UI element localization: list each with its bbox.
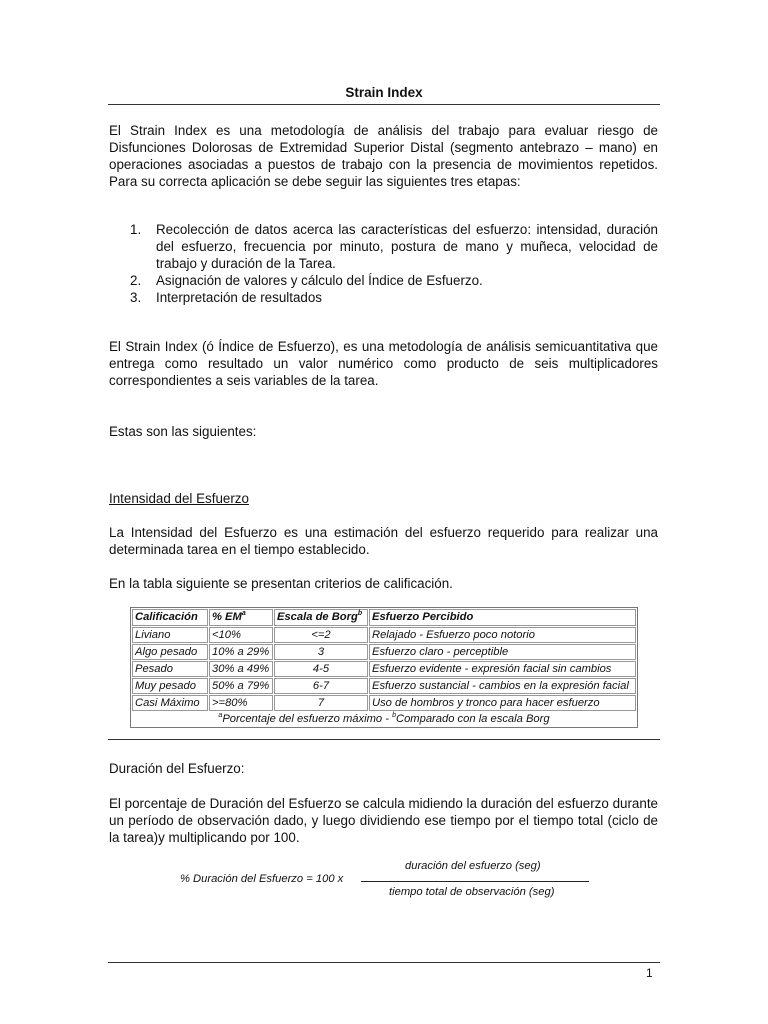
list-text: Recolección de datos acerca las características del esfuerzo: intensidad, duración del esfuerzo, frecuencia por minuto, postura de mano y muñeca, velocidad de trabajo y duración de la Tarea. (156, 222, 658, 271)
table-cell: Esfuerzo sustancial - cambios en la expresión facial (369, 678, 636, 694)
section-heading-intensity: Intensidad del Esfuerzo (109, 491, 249, 506)
table-cell: 30% a 49% (209, 661, 273, 677)
formula-denominator: tiempo total de observación (seg) (389, 886, 555, 898)
table-cell: >=80% (209, 695, 273, 711)
column-header: Calificación (132, 609, 208, 626)
column-header: Escala de Borg$^b$ (274, 609, 368, 626)
table-row (132, 661, 636, 677)
table-cell: Algo pesado (132, 644, 208, 660)
table-cell: 4-5 (274, 661, 368, 677)
table-footnote: $^a$Porcentaje del esfuerzo máximo - $^b$Comparado con la escala Borg (218, 712, 550, 725)
table-cell: Muy pesado (132, 678, 208, 694)
table-cell: Liviano (132, 627, 208, 643)
table-cell: 7 (274, 695, 368, 711)
table-row (132, 627, 636, 643)
table-cell: Casi Máximo (132, 695, 208, 711)
table-row (132, 644, 636, 660)
list-item (130, 290, 658, 307)
list-text: Asignación de valores y cálculo del Índice de Esfuerzo. (156, 272, 483, 288)
criteria-table (130, 607, 638, 728)
table-header-row (132, 609, 636, 626)
list-number: 3. (130, 289, 142, 305)
footer-divider (108, 962, 660, 963)
list-number: 2. (130, 272, 142, 288)
strain-index-description: El Strain Index (ó Índice de Esfuerzo), es una metodología de análisis semicuantitativa que entrega como resultado un valor numérico como producto de seis multiplicadores correspondientes a seis variables de la tarea. (109, 339, 658, 388)
table-cell: 10% a 29% (209, 644, 273, 660)
steps-list (130, 222, 658, 307)
list-item (130, 222, 658, 273)
table-row (132, 695, 636, 711)
formula-fraction-bar (361, 881, 589, 882)
page-title: Strain Index (345, 85, 423, 100)
formula-numerator: duración del esfuerzo (seg) (405, 860, 541, 872)
page-number: 1 (646, 966, 653, 980)
table-row (132, 678, 636, 694)
table-cell: Pesado (132, 661, 208, 677)
title-divider (108, 104, 660, 105)
table-cell: <=2 (274, 627, 368, 643)
duration-paragraph: El porcentaje de Duración del Esfuerzo se calcula midiendo la duración del esfuerzo durante un período de observación dado, y luego dividiendo ese tiempo por el tiempo total (ciclo de la tarea)y multiplicando por 100. (109, 796, 658, 845)
table-footnote-row (132, 712, 636, 726)
formula-lhs: % Duración del Esfuerzo = 100 x (180, 873, 344, 885)
intro-paragraph: El Strain Index es una metodología de análisis del trabajo para evaluar riesgo de Disfunciones Dolorosas de Extremidad Superior Distal (segmento antebrazo – mano) en operaciones asociadas a puestos de trabajo con la presencia de movimientos repetidos. Para su correcta aplicación se debe seguir las siguientes tres etapas: (109, 123, 658, 189)
list-number: 1. (130, 222, 142, 237)
table-cell: Uso de hombros y tronco para hacer esfuerzo (369, 695, 636, 711)
column-header: % $EM^a$ (209, 609, 273, 626)
column-header: Esfuerzo Percibido (369, 609, 636, 626)
list-text: Interpretación de resultados (156, 289, 322, 305)
section-heading-duration: Duración del Esfuerzo: (109, 761, 245, 776)
table-divider (108, 739, 660, 740)
table-cell: <10% (209, 627, 273, 643)
table-cell: Esfuerzo evidente - expresión facial sin cambios (369, 661, 636, 677)
table-intro: En la tabla siguiente se presentan criterios de calificación. (109, 576, 453, 591)
intensity-paragraph: La Intensidad del Esfuerzo es una estimación del esfuerzo requerido para realizar una determinada tarea en el tiempo establecido. (109, 525, 658, 557)
table-cell: Relajado - Esfuerzo poco notorio (369, 627, 636, 643)
table-cell: 6-7 (274, 678, 368, 694)
table-cell: 50% a 79% (209, 678, 273, 694)
table-cell: 3 (274, 644, 368, 660)
table-cell: Esfuerzo claro - perceptible (369, 644, 636, 660)
variables-intro: Estas son las siguientes: (109, 424, 257, 439)
list-item (130, 273, 658, 290)
